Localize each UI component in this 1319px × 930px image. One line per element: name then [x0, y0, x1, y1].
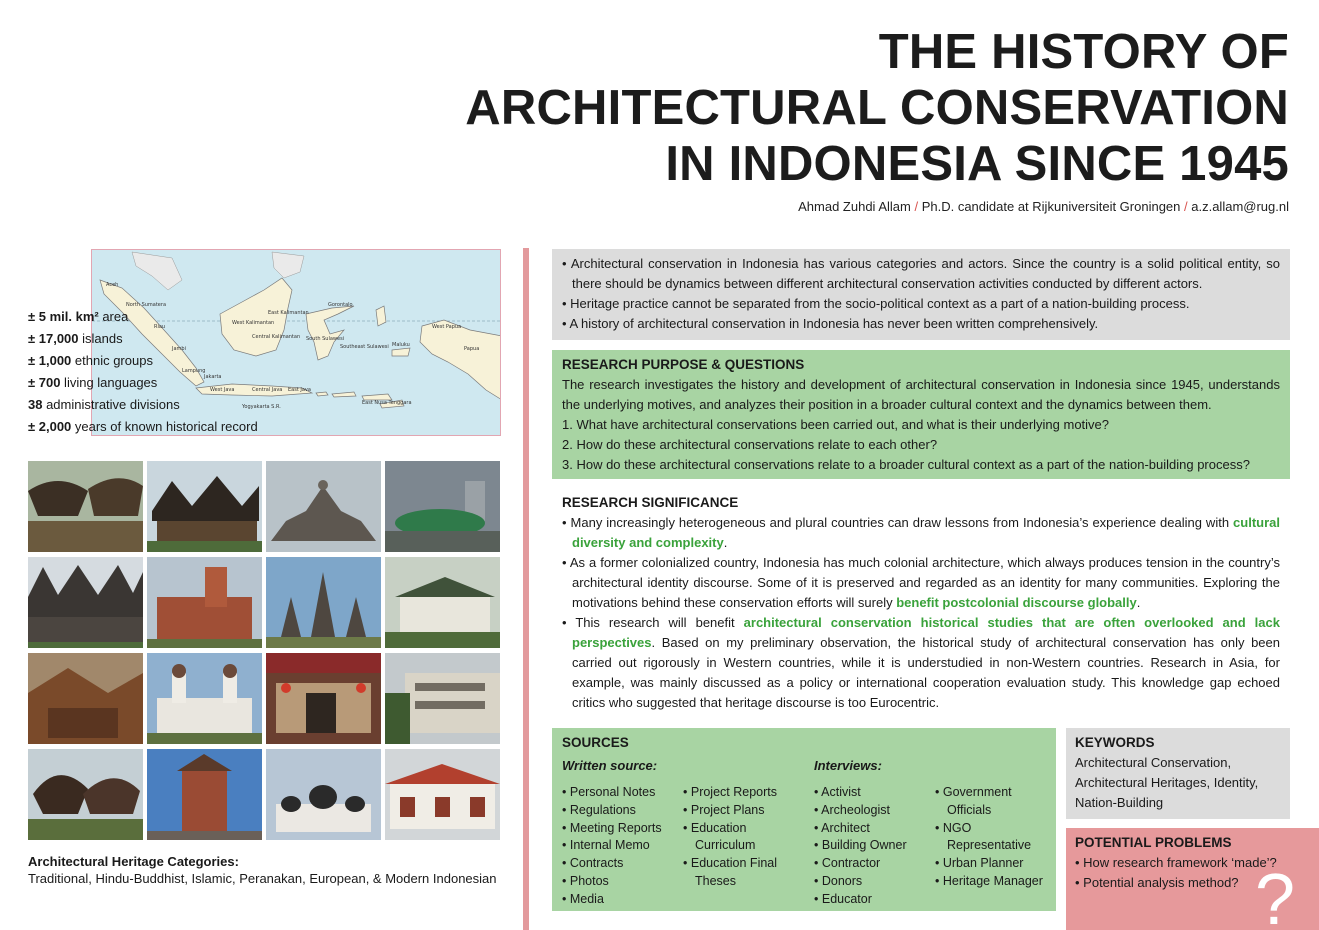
potential-problems-box	[1066, 828, 1319, 930]
map-label: Papua	[464, 346, 480, 352]
heritage-photo-grid	[28, 461, 502, 840]
title-line-2: ARCHITECTURAL CONSERVATION	[465, 81, 1289, 135]
list-item: • Architect	[814, 820, 870, 835]
photo-tongkonan	[28, 461, 143, 552]
keywords-text: Architectural Conservation, Architectural Heritages, Identity, Nation-Building	[1075, 755, 1259, 810]
list-item: • Internal Memo	[562, 838, 650, 853]
research-question: 3. How do these architectural conservations relate to a broader cultural context as a part of the nation-building process?	[562, 457, 1250, 472]
map-label: West Kalimantan	[232, 320, 275, 326]
map-label: West Papua	[432, 324, 462, 330]
list-item: • Urban Planner	[935, 856, 1024, 871]
list-item: • Project Reports	[683, 785, 778, 799]
list-item: • Contractor	[814, 856, 881, 871]
photo-minangkabau	[147, 461, 262, 552]
list-item: • Education Final Theses	[683, 856, 778, 888]
author-line	[798, 199, 1289, 214]
list-item: • Personal Notes	[562, 785, 656, 799]
photo-modernist	[385, 653, 500, 744]
map-label: Central Kalimantan	[252, 334, 301, 340]
purpose-heading: RESEARCH PURPOSE & QUESTIONS	[562, 357, 805, 372]
author-position: Ph.D. candidate at Rijkuniversiteit Groningen	[921, 199, 1181, 214]
map-label: East Kalimantan	[268, 310, 309, 316]
photo-colonial-station	[385, 749, 500, 840]
significance-bullet: • Many increasingly heterogeneous and plural countries can draw lessons from Indonesia’s experience dealing with cultural diversity and complexity.	[562, 515, 1280, 550]
map-label: Southeast Sulawesi	[340, 344, 389, 350]
written-col-1	[562, 784, 680, 909]
list-item: • Contracts	[562, 856, 624, 871]
map-label: Riau	[154, 324, 166, 330]
research-question: 2. How do these architectural conservations relate to each other?	[562, 437, 938, 452]
list-item: • NGO Representative	[935, 820, 1032, 853]
research-question: 1. What have architectural conservations been carried out, and what is their underlying motive?	[562, 417, 1110, 432]
photo-borobudur	[266, 461, 381, 552]
stat-row: ± 1,000 ethnic groups	[28, 353, 153, 368]
title-line-1: THE HISTORY OF	[878, 25, 1289, 79]
problem-item: • Potential analysis method?	[1075, 875, 1239, 890]
list-item: • Heritage Manager	[935, 873, 1043, 888]
research-purpose-box	[552, 350, 1290, 479]
photo-carved-house	[28, 653, 143, 744]
intro-bullet: • Architectural conservation in Indonesia has various categories and actors. Since the country is a solid political entity, so there should be dynamics between different architectural conservation activities conducted by different actors.	[562, 256, 1280, 291]
list-item: • Regulations	[562, 802, 636, 817]
photo-lawang-sewu	[147, 653, 262, 744]
photo-mosque	[266, 749, 381, 840]
sources-heading: SOURCES	[562, 735, 629, 750]
significance-bullet: • This research will benefit architectural conservation historical studies that are often overlooked and lack perspectives. Based on my preliminary observation, the historical study of architectural conservation has only been carried out rigorously in Western countries, while it is understudied in non-Western countries. Research in Asia, for example, was mainly discussed as a policy or international cooperation evaluation study. This knowledge gap echoed critics who suggested that heritage discourse is too Eurocentric.	[562, 615, 1280, 710]
map-label: North Sumatera	[126, 302, 167, 308]
list-item: • Education Curriculum	[683, 820, 756, 853]
photo-rumah-gadang	[28, 557, 143, 648]
map-label: Lampung	[182, 368, 206, 374]
keywords-heading: KEYWORDS	[1075, 735, 1155, 750]
photo-green-dome	[385, 461, 500, 552]
separator: /	[910, 199, 922, 214]
map-label: Gorontalo	[328, 302, 353, 308]
map-label: Yogyakarta S.R.	[242, 404, 281, 410]
list-item: • Archeologist	[814, 802, 890, 817]
purpose-text: The research investigates the history and development of architectural conservation in Indonesia since 1945, understands the underlying motives, and analyzes their position in a broader cultural context and the dynamics between them.	[562, 377, 1280, 412]
categories-body: Traditional, Hindu-Buddhist, Islamic, Peranakan, European, & Modern Indonesian	[28, 871, 497, 886]
map-label: Jakarta	[204, 374, 222, 380]
stat-row: ± 17,000 islands	[28, 331, 123, 346]
list-item: • Project Plans	[683, 802, 765, 817]
problem-item: • How research framework ‘made’?	[1075, 855, 1277, 870]
map-label: East Nusa Tenggara	[362, 400, 412, 406]
poster-title	[465, 24, 1289, 192]
photo-peranakan	[266, 653, 381, 744]
research-significance	[552, 493, 1290, 713]
intro-box	[552, 249, 1290, 340]
photo-modern-villa	[385, 557, 500, 648]
list-item: • Government Officials	[935, 785, 1012, 817]
photo-kudus-minaret	[147, 749, 262, 840]
stat-row: ± 2,000 years of known historical record	[28, 419, 258, 434]
sources-box	[552, 728, 1056, 911]
list-item: • Building Owner	[814, 838, 907, 853]
vertical-divider	[523, 248, 529, 930]
question-mark-icon: ?	[1254, 860, 1295, 930]
photo-prambanan	[266, 557, 381, 648]
written-source-heading: Written source:	[562, 758, 658, 773]
list-item: • Photos	[562, 873, 609, 888]
photo-brick-building	[147, 557, 262, 648]
author-name: Ahmad Zuhdi Allam	[798, 199, 911, 214]
interviews-heading: Interviews:	[814, 758, 882, 773]
stat-row: ± 700 living languages	[28, 375, 158, 390]
stat-row: 38 administrative divisions	[28, 397, 180, 412]
author-email[interactable]: a.z.allam@rug.nl	[1191, 199, 1289, 214]
list-item: • Media	[562, 891, 604, 906]
intro-bullet: • Heritage practice cannot be separated from the socio-political context as a part of a nation-building process.	[562, 296, 1190, 311]
problems-heading: POTENTIAL PROBLEMS	[1075, 835, 1232, 850]
map-label: Maluku	[392, 342, 410, 348]
map-label: East Java	[288, 387, 311, 393]
map-label: West Java	[210, 387, 235, 393]
list-item: • Meeting Reports	[562, 820, 662, 835]
keywords-box	[1066, 728, 1290, 819]
significance-bullet: • As a former colonialized country, Indonesia has much colonial architecture, which always produces tension in the country’s architectural identity discourse. Some of it is preserved and regarded as an identity for many communities. Exploring the motivations behind these conservation efforts will surely benefit postcolonial discourse globally.	[562, 555, 1280, 610]
map-label: Jambi	[172, 346, 186, 352]
map-label: South Sulawesi	[306, 336, 345, 342]
map-label: Aceh	[106, 282, 119, 288]
photo-batak-house	[28, 749, 143, 840]
written-col-2	[683, 784, 805, 891]
separator: /	[1180, 199, 1192, 214]
significance-heading: RESEARCH SIGNIFICANCE	[562, 495, 739, 510]
list-item: • Donors	[814, 873, 863, 888]
list-item: • Educator	[814, 891, 872, 906]
interviews-col-1	[814, 784, 926, 909]
stat-row: ± 5 mil. km² area	[28, 309, 129, 324]
interviews-col-2	[935, 784, 1053, 891]
list-item: • Activist	[814, 785, 861, 799]
categories-title: Architectural Heritage Categories:	[28, 854, 239, 869]
title-line-3: IN INDONESIA SINCE 1945	[665, 137, 1289, 191]
map-label: Central Java	[252, 387, 283, 393]
country-stats	[28, 306, 258, 438]
intro-bullet: • A history of architectural conservation in Indonesia has never been written comprehensively.	[562, 316, 1099, 331]
